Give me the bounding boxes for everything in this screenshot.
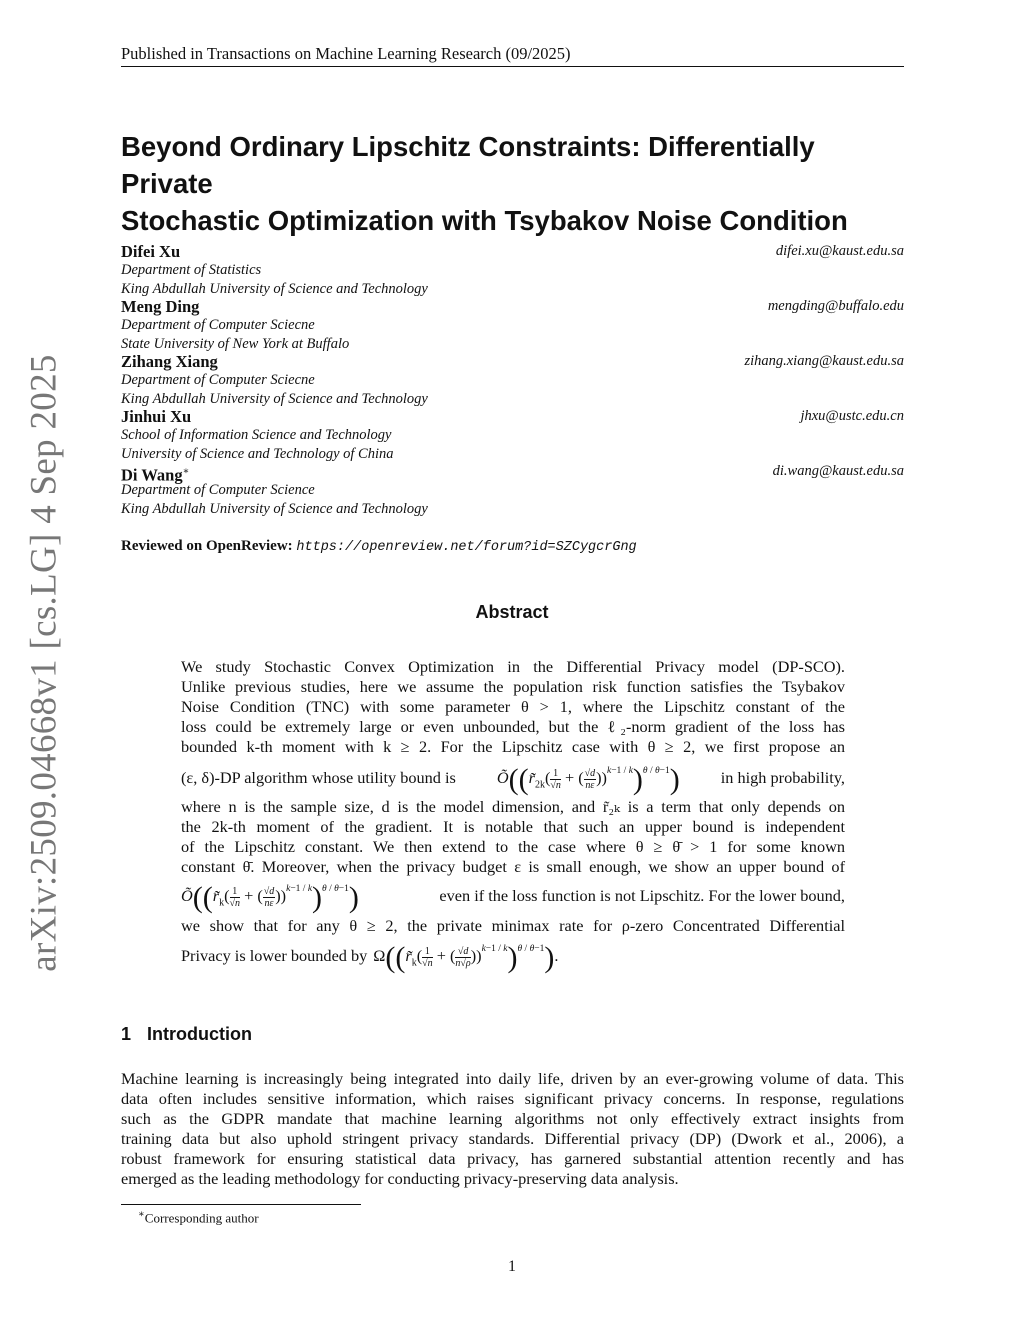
author-affiliation: State University of New York at Buffalo bbox=[121, 335, 350, 352]
author-block bbox=[121, 242, 904, 298]
author-email[interactable]: di.wang@kaust.edu.sa bbox=[772, 463, 904, 479]
abstract-text: even if the loss function is not Lipschitz. For the lower bound, bbox=[439, 886, 845, 905]
author-email[interactable]: zihang.xiang@kaust.edu.sa bbox=[744, 353, 904, 369]
abstract-line: Unlike previous studies, here we assume the population risk function satisfies the Tsybakov bbox=[181, 677, 845, 696]
openreview-link[interactable]: https://openreview.net/forum?id=SZCygcrGng bbox=[296, 540, 637, 555]
body-line: emerged as the leading methodology for conducting privacy-preserving data analysis. bbox=[121, 1169, 679, 1188]
author-affiliation: Department of Computer Sciecne bbox=[121, 372, 315, 388]
paper-title bbox=[121, 128, 911, 239]
abstract-line: loss could be extremely large or even unbounded, but the ℓ₂-norm gradient of the loss has bbox=[181, 717, 845, 736]
author-email[interactable]: difei.xu@kaust.edu.sa bbox=[775, 243, 904, 259]
page-number: 1 bbox=[508, 1258, 516, 1275]
abstract-heading: Abstract bbox=[475, 602, 549, 622]
author-email[interactable]: mengding@buffalo.edu bbox=[767, 298, 904, 314]
author-affiliation: School of Information Science and Technology bbox=[121, 427, 392, 443]
abstract-line bbox=[181, 762, 845, 796]
upper-bound-formula: $Õ((r̃_k$( $\frac{1}{√n}$ + ( $\frac{√d}{n\varepsilon}$ ))$^{k-1 / k}$)$^{\theta / \theta-1}$) bbox=[181, 880, 359, 914]
author-block bbox=[121, 297, 904, 353]
footnote-rule bbox=[121, 1204, 361, 1205]
body-line: robust framework for ensuring statistical data privacy, has garnered substantial attention recently and has bbox=[121, 1149, 904, 1168]
author-name: Zihang Xiang bbox=[121, 352, 218, 371]
footnote-mark: ∗ bbox=[182, 466, 190, 477]
author-affiliation: University of Science and Technology of China bbox=[121, 445, 394, 462]
abstract-line bbox=[181, 940, 845, 974]
body-line: training data but also uphold stringent privacy standards. Differential privacy (DP) (Dwork et al., 2006), a bbox=[121, 1129, 904, 1148]
author-affiliation: King Abdullah University of Science and Technology bbox=[121, 500, 428, 517]
lower-bound-formula: $\Omega((r̃_k$( $\frac{1}{√n}$ + ( $\frac{√d}{n√\rho}$ ))$^{k-1 / k}$)$^{\theta / \theta-1}$). bbox=[373, 940, 559, 974]
footnote bbox=[138, 1209, 259, 1226]
running-header: Published in Transactions on Machine Learning Research (09/2025) bbox=[121, 44, 571, 63]
author-affiliation: Department of Statistics bbox=[121, 262, 262, 278]
author-name: Meng Ding bbox=[121, 297, 200, 316]
reviewed-label: Reviewed on OpenReview: bbox=[121, 538, 293, 554]
abstract-line: constant θ̄. Moreover, when the privacy budget ε is small enough, we show an upper bound of bbox=[181, 857, 845, 876]
author-affiliation: King Abdullah University of Science and Technology bbox=[121, 390, 428, 407]
title-line: Beyond Ordinary Lipschitz Constraints: Differentially Private bbox=[121, 131, 815, 199]
abstract-line: bounded k-th moment with k ≥ 2. For the Lipschitz case with θ ≥ 2, we first propose an bbox=[181, 737, 845, 756]
author-affiliation: Department of Computer Science bbox=[121, 482, 315, 498]
reviewed-line bbox=[121, 538, 637, 555]
footnote-mark: ∗ bbox=[138, 1209, 145, 1220]
author-block bbox=[121, 462, 904, 518]
arxiv-stamp: arXiv:2509.04668v1 [cs.LG] 4 Sep 2025 bbox=[23, 354, 65, 972]
section-number: 1 bbox=[121, 1024, 132, 1044]
header-rule bbox=[121, 66, 904, 67]
abstract-text: Privacy is lower bounded by bbox=[181, 946, 368, 965]
abstract-line: where n is the sample size, d is the model dimension, and r̃₂ₖ is a term that only depends on bbox=[181, 797, 845, 816]
body-line: such as the GDPR mandate that machine learning algorithms not only effectively extract insights from bbox=[121, 1109, 904, 1128]
author-affiliation: King Abdullah University of Science and Technology bbox=[121, 280, 428, 297]
author-name: Jinhui Xu bbox=[121, 407, 192, 426]
abstract-line: We study Stochastic Convex Optimization in the Differential Privacy model (DP-SCO). bbox=[181, 657, 845, 676]
abstract-line: the 2k-th moment of the gradient. It is notable that such an upper bound is independent bbox=[181, 817, 845, 836]
section-heading bbox=[121, 1024, 252, 1045]
section-title: Introduction bbox=[147, 1024, 252, 1044]
author-name: Difei Xu bbox=[121, 242, 181, 261]
author-block bbox=[121, 407, 904, 463]
body-line: data often includes sensitive information, which raises significant privacy concerns. In response, regulations bbox=[121, 1089, 904, 1108]
abstract-text: (ε, δ)-DP algorithm whose utility bound is bbox=[181, 768, 456, 787]
abstract-line: Noise Condition (TNC) with some parameter θ > 1, where the Lipschitz constant of the bbox=[181, 697, 845, 716]
author-affiliation: Department of Computer Sciecne bbox=[121, 317, 315, 333]
footnote-text: Corresponding author bbox=[144, 1210, 259, 1226]
author-email[interactable]: jhxu@ustc.edu.cn bbox=[800, 408, 904, 424]
title-line: Stochastic Optimization with Tsybakov Noise Condition bbox=[121, 205, 848, 236]
abstract-text: in high probability, bbox=[720, 768, 845, 787]
abstract-line: we show that for any θ ≥ 2, the private minimax rate for ρ-zero Concentrated Differential bbox=[181, 916, 845, 935]
author-block bbox=[121, 352, 904, 408]
abstract-line bbox=[181, 880, 845, 914]
utility-bound-formula: $Õ((r̃_{2k}$( $\frac{1}{√n}$ + ( $\frac{√d}{n\varepsilon}$ ))$^{k-1 / k}$)$^{\theta / \theta-1}$) bbox=[496, 762, 680, 796]
abstract-line: of the Lipschitz constant. We then extend to the case where θ ≥ θ̄ > 1 for some known bbox=[181, 837, 845, 856]
body-line: Machine learning is increasingly being integrated into daily life, driven by an ever-growing volume of data. This bbox=[121, 1069, 904, 1088]
author-name: Di Wang∗ bbox=[121, 465, 190, 485]
